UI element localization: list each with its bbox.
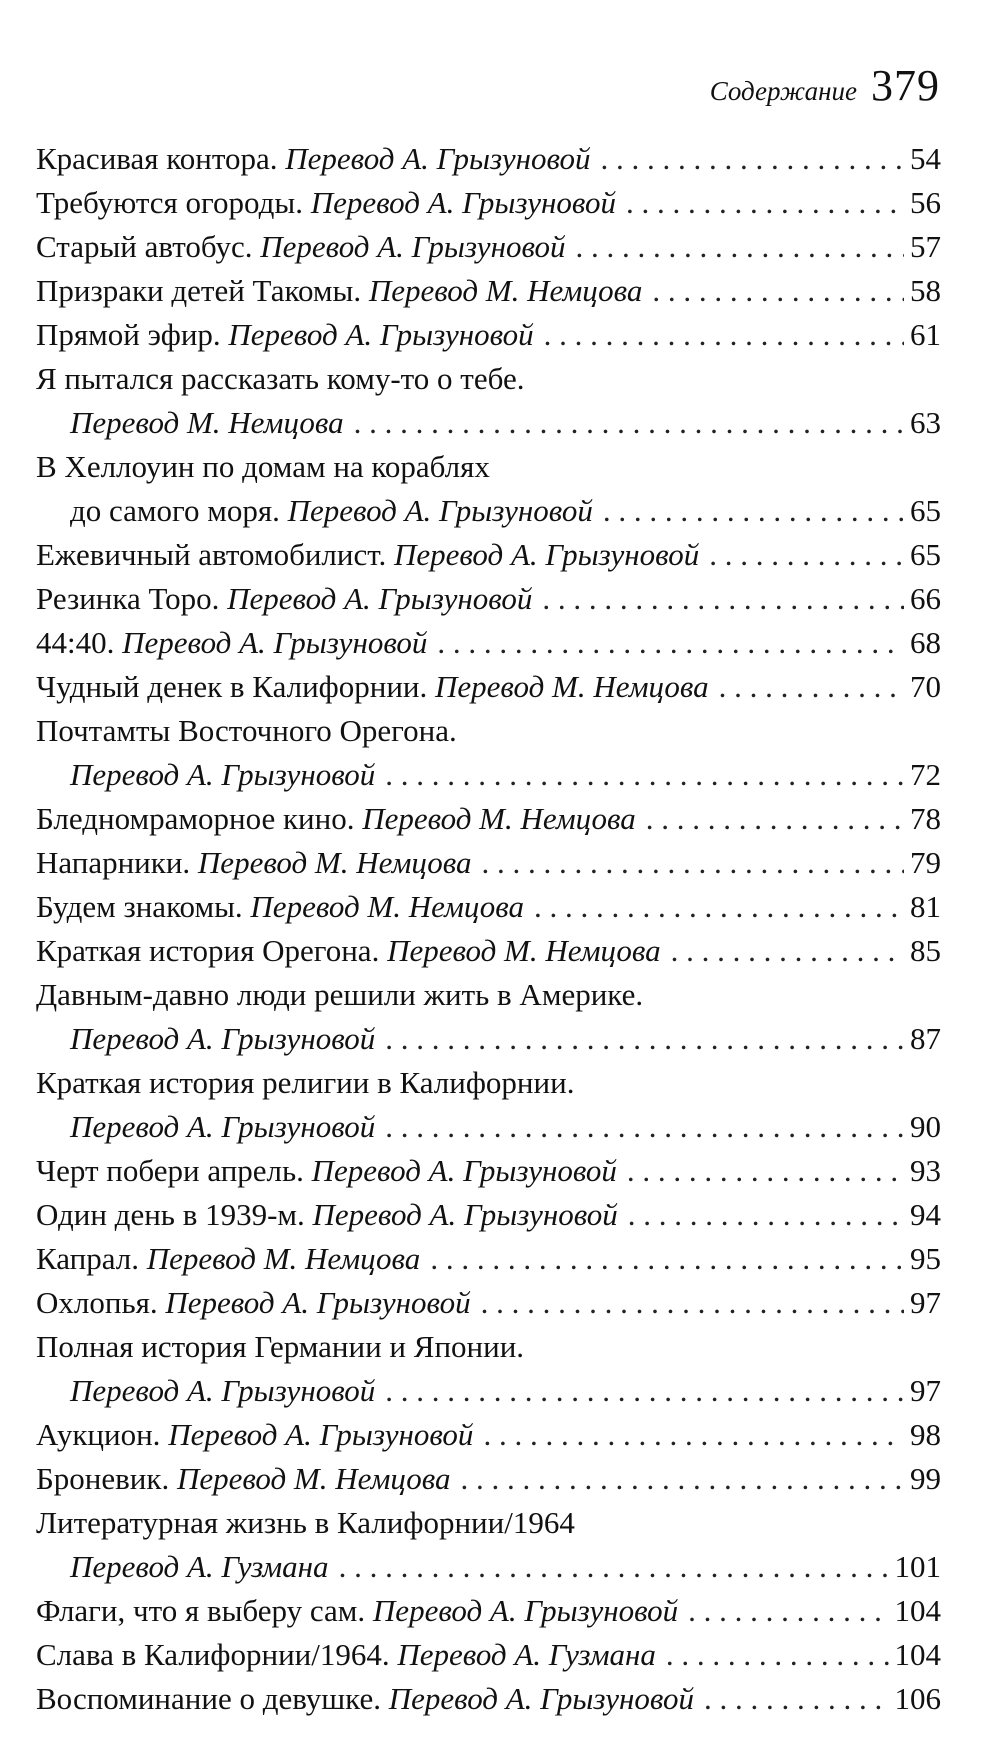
dot-leader bbox=[652, 269, 904, 313]
toc-entry-translator: Перевод М. Немцова bbox=[362, 801, 636, 836]
toc-entry-page: 106 bbox=[894, 1681, 941, 1716]
toc-entry-translator: Перевод А. Грызуновой bbox=[287, 493, 593, 528]
toc-entry-title-line bbox=[36, 1061, 941, 1105]
toc-entry bbox=[36, 1193, 941, 1237]
toc-entry-page: 104 bbox=[894, 1593, 941, 1628]
dot-leader bbox=[603, 489, 904, 533]
toc-entry-title: Давным-давно люди решили жить в Америке. bbox=[36, 977, 644, 1012]
dot-leader bbox=[385, 1017, 904, 1061]
dot-leader bbox=[576, 225, 905, 269]
toc-entry-page: 95 bbox=[910, 1241, 941, 1276]
dot-leader bbox=[354, 401, 904, 445]
toc-entry bbox=[36, 1105, 941, 1149]
toc-entry-page: 94 bbox=[910, 1197, 941, 1232]
toc-entry-title: Слава в Калифорнии/1964. bbox=[36, 1637, 390, 1672]
toc-entry-page: 65 bbox=[910, 537, 941, 572]
toc-entry bbox=[36, 753, 941, 797]
toc-entry bbox=[36, 797, 941, 841]
dot-leader bbox=[627, 1149, 904, 1193]
dot-leader bbox=[437, 621, 904, 665]
toc-entry-translator: Перевод А. Грызуновой bbox=[70, 757, 376, 792]
toc-entry bbox=[36, 929, 941, 973]
toc-entry-page: 70 bbox=[910, 669, 941, 704]
dot-leader bbox=[688, 1589, 888, 1633]
toc-entry bbox=[36, 137, 941, 181]
toc-entry-page: 90 bbox=[910, 1109, 941, 1144]
toc-entry-page: 104 bbox=[894, 1637, 941, 1672]
toc-entry bbox=[36, 489, 941, 533]
toc-entry bbox=[36, 1589, 941, 1633]
toc-entry-page: 97 bbox=[910, 1373, 941, 1408]
toc-entry bbox=[36, 1281, 941, 1325]
toc-entry-translator: Перевод М. Немцова bbox=[176, 1461, 451, 1496]
toc-entry-translator: Перевод М. Немцова bbox=[250, 889, 525, 924]
toc-entry-title: Капрал. bbox=[36, 1241, 139, 1276]
dot-leader bbox=[628, 1193, 904, 1237]
toc-entry-title: Я пытался рассказать кому-то о тебе. bbox=[36, 361, 525, 396]
toc-entry bbox=[36, 269, 941, 313]
toc-entry-page: 65 bbox=[910, 493, 941, 528]
toc-entry-translator: Перевод М. Немцова bbox=[197, 845, 472, 880]
dot-leader bbox=[601, 137, 904, 181]
toc-entry-page: 101 bbox=[894, 1549, 941, 1584]
dot-leader bbox=[704, 1677, 889, 1721]
toc-entry-page: 58 bbox=[910, 273, 941, 308]
toc-entry-translator: Перевод А. Гузмана bbox=[70, 1549, 329, 1584]
toc-entry-translator: Перевод М. Немцова bbox=[387, 933, 661, 968]
dot-leader bbox=[544, 313, 904, 357]
toc-entry-title-line bbox=[36, 709, 941, 753]
toc-entry bbox=[36, 841, 941, 885]
toc-entry-translator: Перевод А. Грызуновой bbox=[388, 1681, 694, 1716]
section-title: Содержание bbox=[709, 76, 857, 106]
dot-leader bbox=[626, 181, 904, 225]
toc-entry-title: Требуются огороды. bbox=[36, 185, 303, 220]
toc-entry-page: 97 bbox=[910, 1285, 941, 1320]
toc-entry-title-continued: до самого моря. bbox=[70, 493, 280, 528]
toc-entry-translator: Перевод А. Грызуновой bbox=[260, 229, 566, 264]
toc-entry-page: 68 bbox=[910, 625, 941, 660]
toc-entry-title: Старый автобус. bbox=[36, 229, 253, 264]
toc-entry bbox=[36, 1237, 941, 1281]
dot-leader bbox=[483, 1413, 904, 1457]
toc-entry-translator: Перевод А. Грызуновой bbox=[70, 1021, 376, 1056]
toc-entry-page: 66 bbox=[910, 581, 941, 616]
toc-entry-translator: Перевод А. Грызуновой bbox=[227, 581, 533, 616]
toc-entry bbox=[36, 885, 941, 929]
toc-entry-page: 78 bbox=[910, 801, 941, 836]
toc-entry bbox=[36, 1149, 941, 1193]
table-of-contents bbox=[36, 137, 941, 1721]
dot-leader bbox=[542, 577, 904, 621]
toc-entry-title: В Хеллоуин по домам на кораблях bbox=[36, 449, 490, 484]
toc-entry-page: 61 bbox=[910, 317, 941, 352]
toc-entry-translator: Перевод А. Грызуновой bbox=[393, 537, 700, 572]
dot-leader bbox=[481, 1281, 904, 1325]
dot-leader bbox=[482, 841, 904, 885]
toc-entry-translator: Перевод А. Грызуновой bbox=[168, 1417, 474, 1452]
toc-entry-page: 79 bbox=[910, 845, 941, 880]
toc-entry-title: Воспоминание о девушке. bbox=[36, 1681, 381, 1716]
toc-entry-title: Будем знакомы. bbox=[36, 889, 243, 924]
toc-entry-page: 85 bbox=[910, 933, 941, 968]
toc-entry-title: Краткая история Орегона. bbox=[36, 933, 380, 968]
toc-entry-translator: Перевод М. Немцова bbox=[435, 669, 709, 704]
toc-entry bbox=[36, 1017, 941, 1061]
toc-entry-title: Один день в 1939-м. bbox=[36, 1197, 305, 1232]
toc-entry-title: Резинка Торо. bbox=[36, 581, 220, 616]
dot-leader bbox=[666, 1633, 889, 1677]
toc-entry-title-line bbox=[36, 973, 941, 1017]
toc-entry-page: 57 bbox=[910, 229, 941, 264]
toc-entry bbox=[36, 1457, 941, 1501]
toc-entry-translator: Перевод М. Немцова bbox=[70, 405, 344, 440]
dot-leader bbox=[534, 885, 904, 929]
dot-leader bbox=[671, 929, 904, 973]
toc-entry-title: Черт побери апрель. bbox=[36, 1153, 304, 1188]
toc-entry bbox=[36, 1545, 941, 1589]
toc-entry-translator: Перевод А. Грызуновой bbox=[372, 1593, 679, 1628]
toc-entry-title: Напарники. bbox=[36, 845, 191, 880]
toc-entry bbox=[36, 665, 941, 709]
toc-entry-page: 87 bbox=[910, 1021, 941, 1056]
toc-entry-title: Литературная жизнь в Калифорнии/1964 bbox=[36, 1505, 575, 1540]
toc-entry-title: Полная история Германии и Японии. bbox=[36, 1329, 525, 1364]
toc-entry-translator: Перевод А. Грызуновой bbox=[311, 1153, 617, 1188]
toc-entry bbox=[36, 313, 941, 357]
toc-entry-page: 72 bbox=[910, 757, 941, 792]
toc-entry bbox=[36, 1633, 941, 1677]
page-number: 379 bbox=[871, 61, 940, 110]
toc-entry-title: Флаги, что я выберу сам. bbox=[36, 1593, 366, 1628]
toc-entry-title: Броневик. bbox=[36, 1461, 170, 1496]
toc-entry-title: Красивая контора. bbox=[36, 141, 278, 176]
dot-leader bbox=[719, 665, 904, 709]
dot-leader bbox=[385, 1369, 904, 1413]
toc-entry-title: Прямой эфир. bbox=[36, 317, 221, 352]
toc-entry-translator: Перевод А. Грызуновой bbox=[312, 1197, 618, 1232]
dot-leader bbox=[385, 1105, 904, 1149]
toc-entry-page: 63 bbox=[910, 405, 941, 440]
toc-entry-title-line bbox=[36, 1501, 941, 1545]
toc-entry bbox=[36, 225, 941, 269]
toc-entry-translator: Перевод А. Грызуновой bbox=[285, 141, 591, 176]
toc-entry-page: 56 bbox=[910, 185, 941, 220]
dot-leader bbox=[646, 797, 904, 841]
toc-entry bbox=[36, 1413, 941, 1457]
toc-entry-title: Бледномраморное кино. bbox=[36, 801, 355, 836]
toc-entry-page: 99 bbox=[910, 1461, 941, 1496]
dot-leader bbox=[339, 1545, 889, 1589]
toc-entry-title: Ежевичный автомобилист. bbox=[36, 537, 387, 572]
toc-entry-title: Охлопья. bbox=[36, 1285, 158, 1320]
toc-entry-translator: Перевод А. Грызуновой bbox=[70, 1109, 376, 1144]
toc-entry-title-line bbox=[36, 1325, 941, 1369]
toc-entry-page: 93 bbox=[910, 1153, 941, 1188]
dot-leader bbox=[461, 1457, 904, 1501]
toc-entry bbox=[36, 1369, 941, 1413]
toc-entry bbox=[36, 577, 941, 621]
toc-entry-translator: Перевод А. Грызуновой bbox=[165, 1285, 471, 1320]
toc-entry bbox=[36, 181, 941, 225]
toc-entry-title: 44:40. bbox=[36, 625, 115, 660]
toc-entry-translator: Перевод А. Грызуновой bbox=[122, 625, 428, 660]
toc-entry bbox=[36, 1677, 941, 1721]
toc-entry-title: Призраки детей Такомы. bbox=[36, 273, 362, 308]
toc-entry-title: Почтамты Восточного Орегона. bbox=[36, 713, 457, 748]
dot-leader bbox=[430, 1237, 904, 1281]
toc-entry-title: Краткая история религии в Калифорнии. bbox=[36, 1065, 575, 1100]
dot-leader bbox=[709, 533, 904, 577]
running-header bbox=[710, 60, 940, 111]
toc-entry-translator: Перевод А. Грызуновой bbox=[228, 317, 534, 352]
toc-entry-title: Чудный денек в Калифорнии. bbox=[36, 669, 428, 704]
toc-entry-translator: Перевод А. Грызуновой bbox=[310, 185, 616, 220]
toc-entry-translator: Перевод М. Немцова bbox=[368, 273, 643, 308]
toc-entry-translator: Перевод А. Грызуновой bbox=[70, 1373, 376, 1408]
toc-entry-title-line bbox=[36, 445, 941, 489]
dot-leader bbox=[385, 753, 904, 797]
toc-entry-page: 81 bbox=[910, 889, 941, 924]
toc-entry bbox=[36, 401, 941, 445]
toc-entry-page: 98 bbox=[910, 1417, 941, 1452]
toc-entry-title: Аукцион. bbox=[36, 1417, 161, 1452]
toc-entry-translator: Перевод М. Немцова bbox=[146, 1241, 421, 1276]
toc-entry bbox=[36, 621, 941, 665]
toc-entry-page: 54 bbox=[910, 141, 941, 176]
toc-entry-translator: Перевод А. Гузмана bbox=[397, 1637, 656, 1672]
toc-entry-title-line bbox=[36, 357, 941, 401]
toc-entry bbox=[36, 533, 941, 577]
